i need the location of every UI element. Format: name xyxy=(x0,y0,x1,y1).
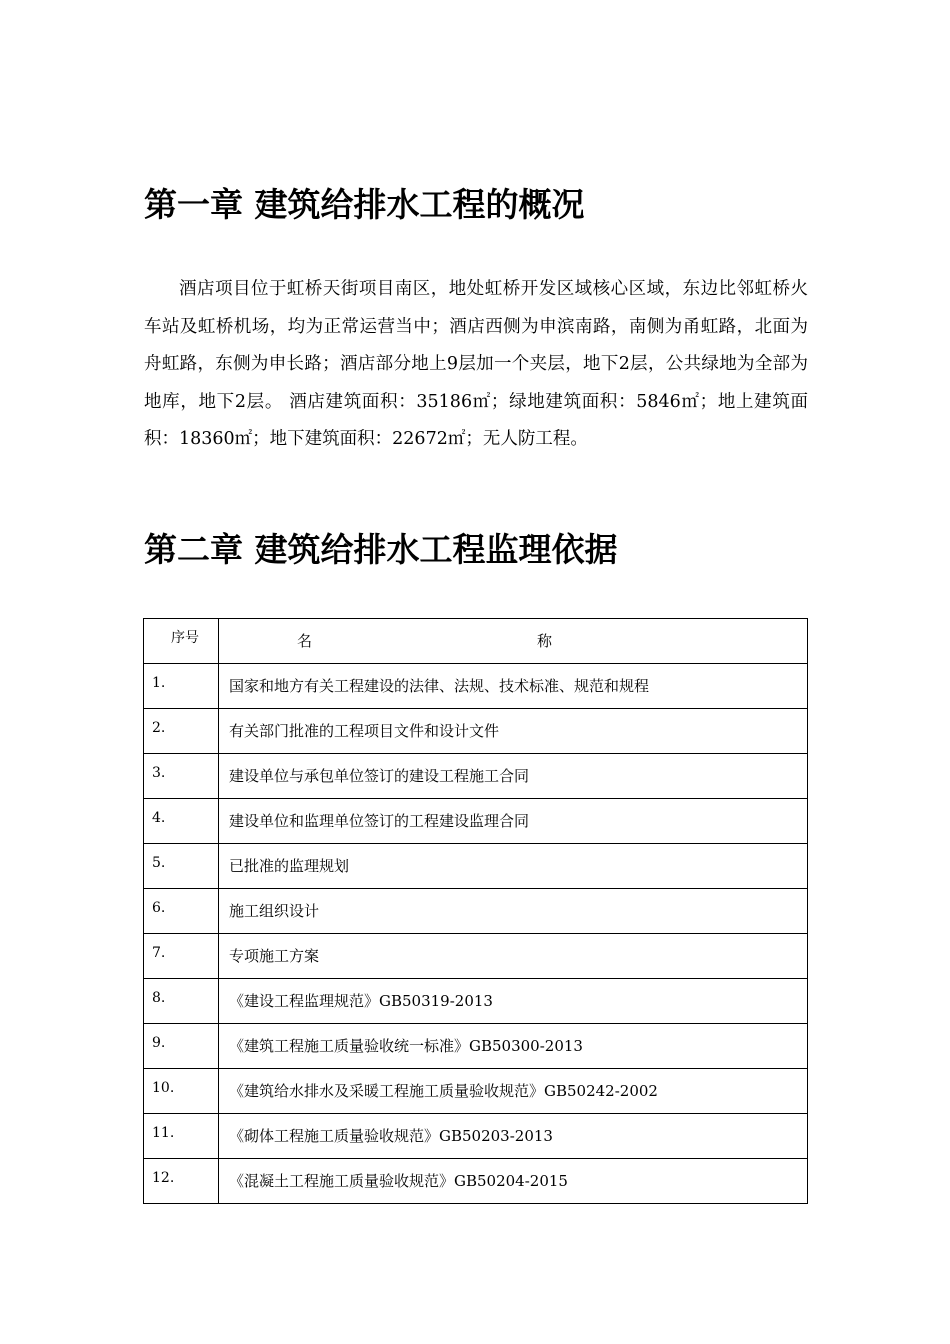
row-number: 8. xyxy=(152,990,166,1006)
supervision-basis-table xyxy=(143,618,808,1204)
row-name-cell xyxy=(219,799,808,844)
row-name: 《混凝土工程施工质量验收规范》GB50204-2015 xyxy=(229,1172,568,1190)
row-name-cell xyxy=(219,979,808,1024)
table-row xyxy=(144,754,808,799)
row-name: 建设单位与承包单位签订的建设工程施工合同 xyxy=(229,767,530,785)
row-number-cell xyxy=(144,844,219,889)
row-name-cell xyxy=(219,1069,808,1114)
table-row xyxy=(144,934,808,979)
table-row xyxy=(144,1024,808,1069)
row-number-cell xyxy=(144,754,219,799)
row-name: 专项施工方案 xyxy=(229,947,320,965)
header-name-cell xyxy=(219,619,808,664)
row-name: 《砌体工程施工质量验收规范》GB50203-2013 xyxy=(229,1127,553,1145)
row-number: 11. xyxy=(152,1125,175,1141)
table-row xyxy=(144,889,808,934)
row-number-cell xyxy=(144,709,219,754)
table-row xyxy=(144,844,808,889)
row-name-cell xyxy=(219,664,808,709)
header-name-label-part2: 称 xyxy=(537,632,553,650)
chapter-1-paragraph: 酒店项目位于虹桥天街项目南区，地处虹桥开发区域核心区域，东边比邻虹桥火车站及虹桥机场，均为正常运营当中；酒店西侧为申滨南路，南侧为甬虹路，北面为舟虹路，东侧为申长路；酒店部分地上9层加一个夹层，地下2层，公共绿地为全部为地库，地下2层。 酒店建筑面积：35186㎡；绿地建筑面积：5846㎡；地上建筑面积：18360㎡；地下建筑面积：22672㎡；无人防工程。 xyxy=(144,279,808,449)
row-number: 10. xyxy=(152,1080,175,1096)
row-name-cell xyxy=(219,709,808,754)
row-number: 6. xyxy=(152,900,166,916)
row-number-cell xyxy=(144,934,219,979)
header-number-label: 序号 xyxy=(171,630,199,646)
chapter-1-title: 第一章 建筑给排水工程的概况 xyxy=(144,185,585,224)
row-name: 《建设工程监理规范》GB50319-2013 xyxy=(229,992,493,1010)
row-number-cell xyxy=(144,1024,219,1069)
table-row xyxy=(144,799,808,844)
header-number-cell xyxy=(144,619,219,664)
row-name-cell xyxy=(219,1024,808,1069)
table-row xyxy=(144,664,808,709)
table-row xyxy=(144,979,808,1024)
row-number-cell xyxy=(144,889,219,934)
row-name-cell xyxy=(219,844,808,889)
row-name: 《建筑给水排水及采暖工程施工质量验收规范》GB50242-2002 xyxy=(229,1082,658,1100)
table-row xyxy=(144,709,808,754)
row-number: 1. xyxy=(152,675,166,691)
table-row xyxy=(144,1069,808,1114)
row-name-cell xyxy=(219,1114,808,1159)
row-number-cell xyxy=(144,1159,219,1204)
row-number: 9. xyxy=(152,1035,166,1051)
row-number: 4. xyxy=(152,810,166,826)
row-number-cell xyxy=(144,1069,219,1114)
row-name: 施工组织设计 xyxy=(229,902,320,920)
table-row xyxy=(144,1114,808,1159)
row-number-cell xyxy=(144,664,219,709)
row-number-cell xyxy=(144,1114,219,1159)
row-name: 国家和地方有关工程建设的法律、法规、技术标准、规范和规程 xyxy=(229,677,650,695)
row-number: 3. xyxy=(152,765,166,781)
row-number: 5. xyxy=(152,855,166,871)
row-number: 2. xyxy=(152,720,166,736)
row-name-cell xyxy=(219,754,808,799)
header-name-label-part1: 名 xyxy=(297,632,313,650)
row-number-cell xyxy=(144,979,219,1024)
row-name: 建设单位和监理单位签订的工程建设监理合同 xyxy=(229,812,530,830)
row-name: 已批准的监理规划 xyxy=(229,857,350,875)
row-number-cell xyxy=(144,799,219,844)
row-name-cell xyxy=(219,1159,808,1204)
table-header-row xyxy=(144,619,808,664)
chapter-2-title: 第二章 建筑给排水工程监理依据 xyxy=(144,530,618,569)
row-name-cell xyxy=(219,934,808,979)
table-row xyxy=(144,1159,808,1204)
row-number: 7. xyxy=(152,945,166,961)
row-name: 《建筑工程施工质量验收统一标准》GB50300-2013 xyxy=(229,1037,583,1055)
row-name: 有关部门批准的工程项目文件和设计文件 xyxy=(229,722,500,740)
row-number: 12. xyxy=(152,1170,175,1186)
row-name-cell xyxy=(219,889,808,934)
